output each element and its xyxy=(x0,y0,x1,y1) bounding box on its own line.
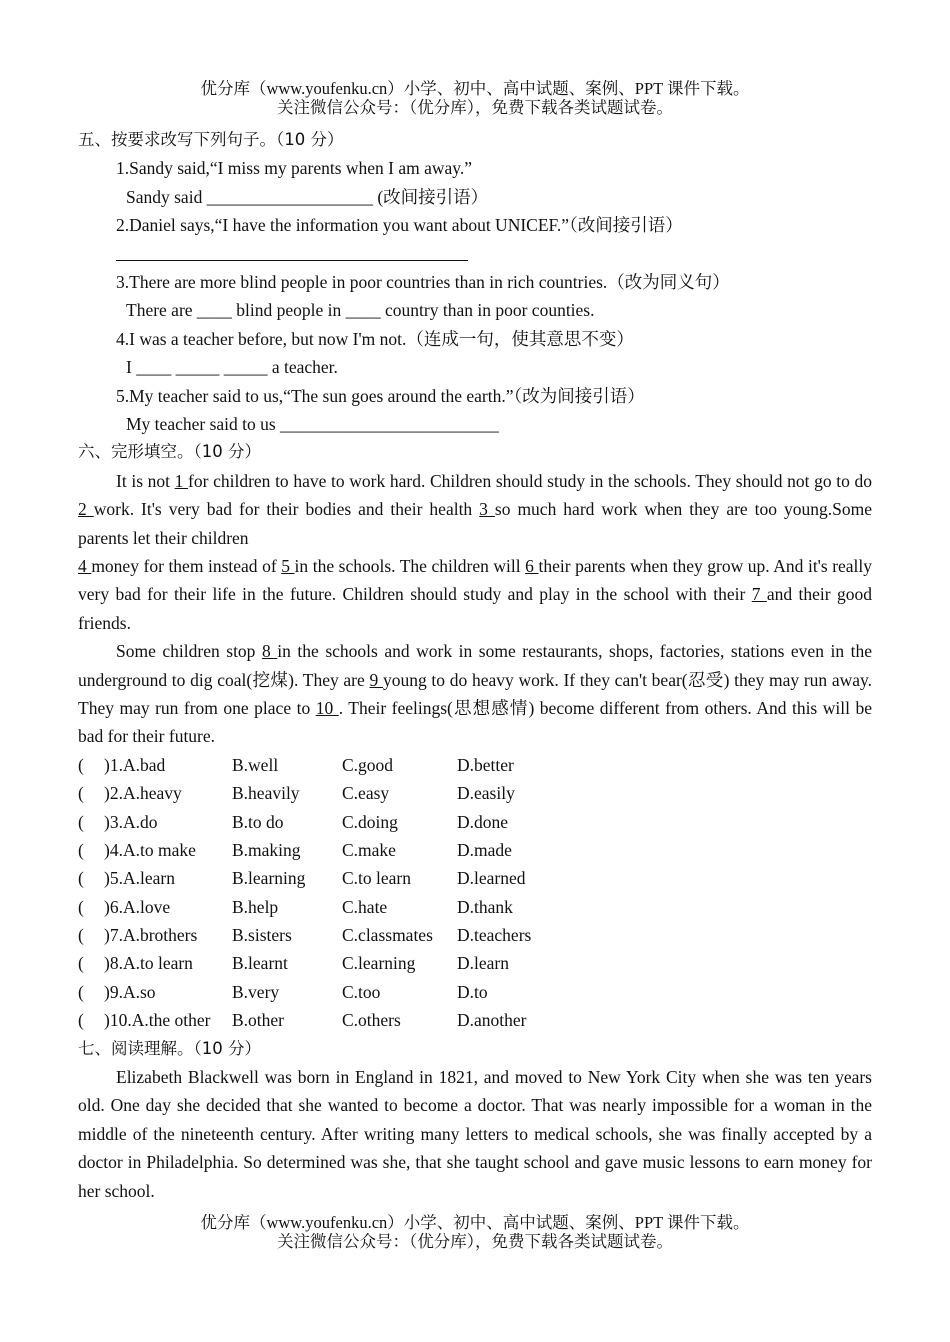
answer-5-5: My teacher said to us _________________________ xyxy=(126,413,499,434)
option-row: ( )9.A.so B.very C.too D.to xyxy=(78,981,488,1002)
option-row: ( )4.A.to make B.making C.make D.made xyxy=(78,839,512,860)
blank-8: 8 xyxy=(261,641,278,662)
section-7-title: 七、阅读理解。（10 分） xyxy=(78,1038,261,1058)
page-header xyxy=(0,79,950,117)
answer-5-1: Sandy said ___________________ (改间接引语） xyxy=(126,186,489,207)
option-row: ( )6.A.love B.help C.hate D.thank xyxy=(78,896,513,917)
answer-5-2 xyxy=(78,240,872,268)
blank-3: 3 xyxy=(479,499,495,520)
worksheet-body xyxy=(78,126,872,1205)
blank-4: 4 xyxy=(78,555,92,576)
header-line-1: 优分库（www.youfenku.cn）小学、初中、高中试题、案例、PPT 课件下载。 xyxy=(200,79,750,98)
section-6-title: 六、完形填空。（10 分） xyxy=(78,442,261,462)
blank-2: 2 xyxy=(78,499,94,520)
option-row: ( )3.A.do B.to do C.doing D.done xyxy=(78,811,509,832)
blank-1: 1 xyxy=(174,470,189,491)
question-5-3: 3.There are more blind people in poor countries than in rich countries.（改为同义句） xyxy=(116,271,730,292)
question-5-5: 5.My teacher said to us,“The sun goes around the earth.”（改为间接引语） xyxy=(116,385,645,406)
question-5-1: 1.Sandy said,“I miss my parents when I am away.” xyxy=(116,158,473,179)
option-row: ( )8.A.to learn B.learnt C.learning D.learn xyxy=(78,953,509,974)
footer-line-2: 关注微信公众号：（优分库），免费下载各类试题试卷。 xyxy=(277,1232,673,1251)
header-line-2: 关注微信公众号：（优分库），免费下载各类试题试卷。 xyxy=(277,98,673,117)
blank-9: 9 xyxy=(369,669,383,690)
cloze-paragraph-1: It is not 1 for children to have to work hard. Children should study in the schools. They should not go to do 2 work. It's very bad for their bodies and their health 3 so much hard work when they are too young.Some parents let their children xyxy=(78,470,873,548)
cloze-paragraph-3: Some children stop 8 in the schools and work in some restaurants, shops, factories, stations even in the underground to dig coal(挖煤). They are 9 young to do heavy work. If they can't bear(忍受) they may run away. They may run from one place to 10 . Their feelings(思想感情) become different from others. And this will be bad for their future. xyxy=(78,641,873,747)
option-row: ( )7.A.brothers B.sisters C.classmates D.teachers xyxy=(78,925,532,946)
option-row: ( )5.A.learn B.learning C.to learn D.learned xyxy=(78,868,526,889)
reading-paragraph: Elizabeth Blackwell was born in England in 1821, and moved to New York City when she was ten years old. One day she decided that she wanted to become a doctor. That was nearly impossible for a woman in the middle of the nineteenth century. After writing many letters to medical schools, she was finally accepted by a doctor in Philadelphia. So determined was she, that she taught school and gave music lessons to earn money for her school. xyxy=(78,1067,872,1201)
answer-5-4: I ____ _____ _____ a teacher. xyxy=(126,357,338,378)
blank-5: 5 xyxy=(281,555,295,576)
answer-blank-line xyxy=(116,240,468,261)
question-5-2: 2.Daniel says,“I have the information you want about UNICEF.”（改间接引语） xyxy=(116,215,683,236)
footer-line-1: 优分库（www.youfenku.cn）小学、初中、高中试题、案例、PPT 课件下载。 xyxy=(200,1213,750,1232)
blank-7: 7 xyxy=(751,584,767,605)
option-row: ( )2.A.heavy B.heavily C.easy D.easily xyxy=(78,783,515,804)
cloze-options xyxy=(78,751,872,1035)
answer-5-3: There are ____ blind people in ____ country than in poor counties. xyxy=(126,300,595,321)
question-5-4: 4.I was a teacher before, but now I'm not.（连成一句，使其意思不变） xyxy=(116,328,634,349)
option-row: ( )1.A.bad B.well C.good D.better xyxy=(78,754,514,775)
cloze-paragraph-2: 4 money for them instead of 5 in the schools. The children will 6 their parents when they grow up. And it's really very bad for their life in the future. Children should study and play in the school with their 7 and their good friends. xyxy=(78,555,873,633)
option-row: ( )10.A.the other B.other C.others D.another xyxy=(78,1010,527,1031)
page-footer xyxy=(0,1213,950,1251)
section-5-title: 五、按要求改写下列句子。（10 分） xyxy=(78,130,344,149)
blank-6: 6 xyxy=(525,555,539,576)
blank-10: 10 xyxy=(315,697,339,718)
